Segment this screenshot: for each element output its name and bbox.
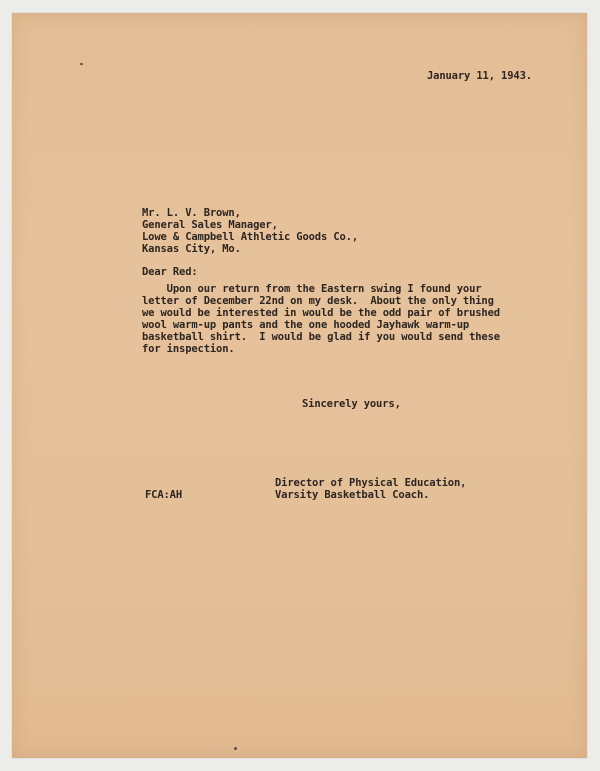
body-line: Upon our return from the Eastern swing I found your (142, 283, 482, 295)
signature-title-line: Varsity Basketball Coach. (275, 489, 430, 501)
paper-dot (234, 747, 237, 750)
letter-page (12, 13, 587, 758)
body-line: basketball shirt. I would be glad if you would send these (142, 331, 500, 343)
staple-mark (80, 63, 83, 65)
letter-date: January 11, 1943. (427, 70, 532, 82)
body-line: we would be interested in would be the odd pair of brushed (142, 307, 500, 319)
recipient-line: Mr. L. V. Brown, (142, 207, 241, 219)
body-line: wool warm-up pants and the one hooded Jayhawk warm-up (142, 319, 470, 331)
recipient-line: Kansas City, Mo. (142, 243, 241, 255)
body-line: for inspection. (142, 343, 235, 355)
body-line: letter of December 22nd on my desk. About the only thing (142, 295, 494, 307)
recipient-line: Lowe & Campbell Athletic Goods Co., (142, 231, 359, 243)
closing: Sincerely yours, (302, 398, 401, 410)
typist-initials: FCA:AH (145, 489, 183, 501)
signature-title-line: Director of Physical Education, (275, 477, 467, 489)
recipient-line: General Sales Manager, (142, 219, 278, 231)
salutation: Dear Red: (142, 266, 198, 278)
